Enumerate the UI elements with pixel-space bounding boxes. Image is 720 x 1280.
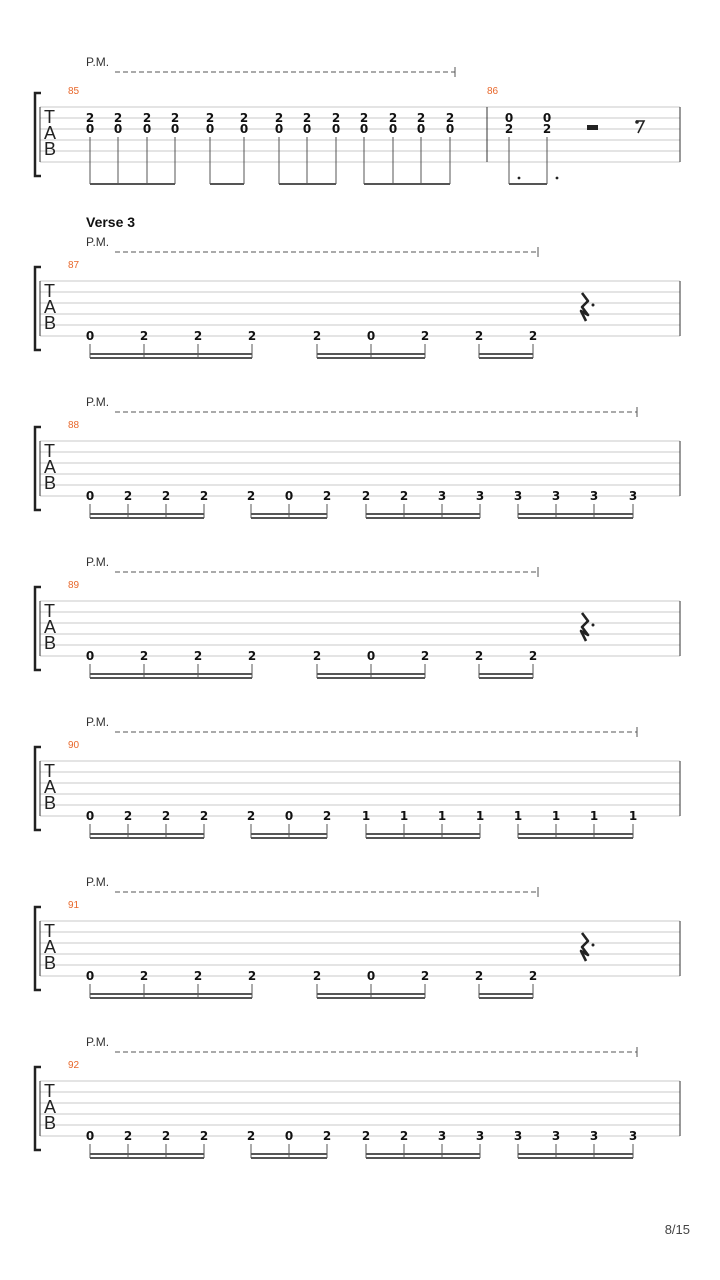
fret-number: 2 xyxy=(474,969,484,983)
tab-clef-t: T xyxy=(44,441,55,461)
measure-number: 85 xyxy=(68,86,80,97)
tab-clef-b: B xyxy=(44,473,57,493)
fret-number: 0 xyxy=(85,809,95,823)
dot xyxy=(592,944,595,947)
fret-number: 2 xyxy=(445,111,455,125)
fret-number: 2 xyxy=(542,122,552,136)
fret-number: 2 xyxy=(361,489,371,503)
fret-number: 0 xyxy=(85,329,95,343)
tab-clef-a: A xyxy=(44,123,57,143)
dot xyxy=(592,304,595,307)
fret-number: 2 xyxy=(399,1129,409,1143)
fret-number: 0 xyxy=(113,122,123,136)
fret-number: 2 xyxy=(528,969,538,983)
tab-clef-a: A xyxy=(44,1097,57,1117)
tab-clef-b: B xyxy=(44,953,57,973)
fret-number: 2 xyxy=(161,489,171,503)
fret-number: 2 xyxy=(246,809,256,823)
measure-number: 87 xyxy=(68,260,80,271)
fret-number: 2 xyxy=(474,329,484,343)
fret-number: 0 xyxy=(284,489,294,503)
tab-clef-b: B xyxy=(44,793,57,813)
fret-number: 0 xyxy=(85,969,95,983)
fret-number: 0 xyxy=(85,122,95,136)
measure-number: 86 xyxy=(487,86,499,97)
fret-number: 2 xyxy=(123,809,133,823)
fret-number: 0 xyxy=(85,1129,95,1143)
tab-clef-a: A xyxy=(44,457,57,477)
fret-number: 1 xyxy=(551,809,561,823)
fret-number: 2 xyxy=(361,1129,371,1143)
fret-number: 0 xyxy=(366,329,376,343)
fret-number: 2 xyxy=(193,329,203,343)
fret-number: 3 xyxy=(589,489,599,503)
fret-number: 2 xyxy=(123,489,133,503)
fret-number: 2 xyxy=(199,809,209,823)
fret-number: 2 xyxy=(420,329,430,343)
fret-number: 2 xyxy=(139,649,149,663)
half-rest xyxy=(587,125,598,130)
fret-number: 2 xyxy=(139,329,149,343)
fret-number: 1 xyxy=(361,809,371,823)
palm-mute-label: P.M. xyxy=(86,715,110,729)
tab-clef-t: T xyxy=(44,281,55,301)
fret-number: 2 xyxy=(193,649,203,663)
fret-number: 2 xyxy=(322,489,332,503)
fret-number: 0 xyxy=(445,122,455,136)
fret-number: 1 xyxy=(513,809,523,823)
fret-number: 2 xyxy=(274,111,284,125)
palm-mute-label: P.M. xyxy=(86,235,110,249)
quarter-rest xyxy=(581,933,588,961)
fret-number: 2 xyxy=(322,809,332,823)
fret-number: 2 xyxy=(142,111,152,125)
fret-number: 0 xyxy=(366,649,376,663)
fret-number: 2 xyxy=(239,111,249,125)
fret-number: 2 xyxy=(331,111,341,125)
fret-number: 2 xyxy=(199,1129,209,1143)
fret-number: 2 xyxy=(161,809,171,823)
fret-number: 2 xyxy=(388,111,398,125)
fret-number: 0 xyxy=(85,489,95,503)
fret-number: 2 xyxy=(123,1129,133,1143)
fret-number: 0 xyxy=(331,122,341,136)
quarter-rest xyxy=(581,613,588,641)
measure-number: 89 xyxy=(68,580,80,591)
fret-number: 2 xyxy=(193,969,203,983)
fret-number: 0 xyxy=(239,122,249,136)
measure-number: 90 xyxy=(68,740,80,751)
fret-number: 3 xyxy=(551,1129,561,1143)
fret-number: 3 xyxy=(628,489,638,503)
fret-number: 1 xyxy=(399,809,409,823)
fret-number: 2 xyxy=(139,969,149,983)
fret-number: 2 xyxy=(170,111,180,125)
fret-number: 1 xyxy=(475,809,485,823)
measure-number: 92 xyxy=(68,1060,80,1071)
fret-number: 2 xyxy=(322,1129,332,1143)
dot xyxy=(592,624,595,627)
fret-number: 3 xyxy=(437,489,447,503)
fret-number: 3 xyxy=(437,1129,447,1143)
fret-number: 0 xyxy=(205,122,215,136)
fret-number: 2 xyxy=(246,489,256,503)
fret-number: 2 xyxy=(312,329,322,343)
fret-number: 0 xyxy=(388,122,398,136)
tab-clef-t: T xyxy=(44,107,55,127)
dot xyxy=(556,177,559,180)
fret-number: 0 xyxy=(274,122,284,136)
fret-number: 0 xyxy=(359,122,369,136)
fret-number: 0 xyxy=(416,122,426,136)
tab-clef-a: A xyxy=(44,617,57,637)
tab-clef-t: T xyxy=(44,921,55,941)
measure-number: 88 xyxy=(68,420,80,431)
fret-number: 2 xyxy=(420,649,430,663)
fret-number: 2 xyxy=(416,111,426,125)
page-number: 8/15 xyxy=(664,1222,690,1237)
fret-number: 2 xyxy=(161,1129,171,1143)
tab-clef-b: B xyxy=(44,139,57,159)
tab-clef-t: T xyxy=(44,761,55,781)
fret-number: 2 xyxy=(528,329,538,343)
fret-number: 2 xyxy=(528,649,538,663)
tab-clef-t: T xyxy=(44,1081,55,1101)
fret-number: 1 xyxy=(589,809,599,823)
palm-mute-label: P.M. xyxy=(86,55,110,69)
tab-clef-a: A xyxy=(44,297,57,317)
fret-number: 3 xyxy=(513,1129,523,1143)
fret-number: 2 xyxy=(312,969,322,983)
fret-number: 2 xyxy=(474,649,484,663)
fret-number: 0 xyxy=(504,111,514,125)
palm-mute-label: P.M. xyxy=(86,875,110,889)
fret-number: 2 xyxy=(247,969,257,983)
fret-number: 2 xyxy=(302,111,312,125)
fret-number: 0 xyxy=(302,122,312,136)
fret-number: 2 xyxy=(247,649,257,663)
fret-number: 2 xyxy=(312,649,322,663)
fret-number: 0 xyxy=(284,809,294,823)
fret-number: 2 xyxy=(246,1129,256,1143)
fret-number: 2 xyxy=(399,489,409,503)
fret-number: 3 xyxy=(513,489,523,503)
tab-clef-b: B xyxy=(44,633,57,653)
fret-number: 0 xyxy=(170,122,180,136)
eighth-rest-head xyxy=(635,120,639,124)
palm-mute-label: P.M. xyxy=(86,1035,110,1049)
fret-number: 2 xyxy=(205,111,215,125)
tab-clef-a: A xyxy=(44,777,57,797)
fret-number: 0 xyxy=(85,649,95,663)
fret-number: 2 xyxy=(113,111,123,125)
tab-clef-b: B xyxy=(44,313,57,333)
section-title: Verse 3 xyxy=(86,214,136,230)
fret-number: 2 xyxy=(85,111,95,125)
measure-number: 91 xyxy=(68,900,80,911)
dot xyxy=(518,177,521,180)
fret-number: 0 xyxy=(542,111,552,125)
fret-number: 2 xyxy=(420,969,430,983)
fret-number: 3 xyxy=(628,1129,638,1143)
fret-number: 0 xyxy=(284,1129,294,1143)
fret-number: 3 xyxy=(551,489,561,503)
fret-number: 2 xyxy=(504,122,514,136)
fret-number: 0 xyxy=(142,122,152,136)
fret-number: 2 xyxy=(359,111,369,125)
palm-mute-label: P.M. xyxy=(86,555,110,569)
fret-number: 1 xyxy=(437,809,447,823)
fret-number: 3 xyxy=(589,1129,599,1143)
fret-number: 3 xyxy=(475,1129,485,1143)
quarter-rest xyxy=(581,293,588,321)
palm-mute-label: P.M. xyxy=(86,395,110,409)
fret-number: 3 xyxy=(475,489,485,503)
tab-clef-a: A xyxy=(44,937,57,957)
tab-clef-t: T xyxy=(44,601,55,621)
fret-number: 1 xyxy=(628,809,638,823)
fret-number: 0 xyxy=(366,969,376,983)
fret-number: 2 xyxy=(199,489,209,503)
tab-clef-b: B xyxy=(44,1113,57,1133)
fret-number: 2 xyxy=(247,329,257,343)
